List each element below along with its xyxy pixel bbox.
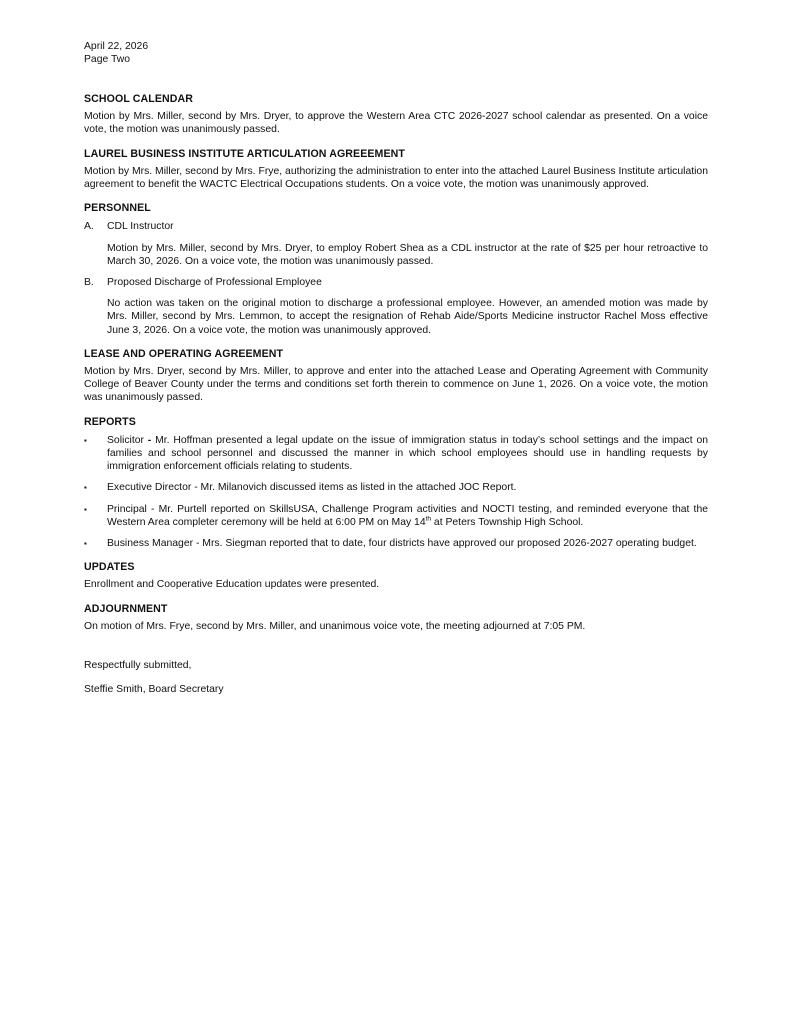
report-lead: Executive Director (107, 482, 192, 494)
report-text (107, 434, 708, 474)
document-page (84, 40, 708, 697)
item-heading: CDL Instructor (107, 221, 174, 233)
bullet-icon: ▪ (84, 483, 87, 493)
adjournment-text: On motion of Mrs. Frye, second by Mrs. Miller, and unanimous voice vote, the meeting adjourned at 7:05 PM. (84, 620, 586, 632)
report-text (107, 503, 708, 529)
report-body: Mr. Purtell reported on SkillsUSA, Challenge Program activities and NOCTI testing, and reminded everyone that the Western Area completer ceremony will be held at 6:00 PM on May 14 (107, 503, 709, 528)
item-heading: Proposed Discharge of Professional Employee (107, 277, 322, 289)
section-title-reports: REPORTS (84, 415, 136, 428)
item-letter: A. (84, 221, 94, 233)
updates-text: Enrollment and Cooperative Education updates were presented. (84, 579, 380, 591)
page-number: Page Two (84, 54, 131, 65)
report-lead: Principal (107, 503, 147, 515)
document-date: April 22, 2026 (84, 41, 149, 52)
bullet-icon: ▪ (84, 504, 87, 514)
report-item-principal (84, 503, 708, 529)
section-title-school-calendar: SCHOOL CALENDAR (84, 93, 194, 105)
item-letter: B. (84, 277, 94, 289)
section-title-lease: LEASE AND OPERATING AGREEMENT (84, 347, 284, 360)
report-body-end: at Peters Township High School. (431, 516, 584, 528)
school-calendar-text: Motion by Mrs. Miller, second by Mrs. Dryer, to approve the Western Area CTC 2026-2027 school calendar as presented. On a voice vote, the motion was unanimously passed. (84, 111, 708, 136)
report-text (107, 537, 708, 550)
personnel-item-b-text: No action was taken on the original motion to discharge a professional employee. However, an amended motion was made by Mrs. Miller, second by Mrs. Lemmon, to accept the resignation of Rehab Aide/Sports Medicine instructor Rachel Moss effective June 3, 2026. On a voice vote, the motion was unanimously approved. (107, 298, 708, 336)
bullet-icon: ▪ (84, 435, 87, 445)
report-text (107, 481, 708, 494)
report-body: Mr. Milanovich discussed items as listed in the attached JOC Report. (200, 482, 517, 494)
section-title-adjournment: ADJOURNMENT (84, 602, 168, 615)
closing-signer: Steffie Smith, Board Secretary (84, 684, 224, 696)
report-item-solicitor (84, 434, 708, 474)
lease-text: Motion by Mrs. Dryer, second by Mrs. Miller, to approve and enter into the attached Lease and Operating Agreement with Community College of Beaver County under the terms and conditions set forth therein to commence on June 1, 2026. On a voice vote, the motion was unanimously passed. (84, 366, 708, 404)
bullet-icon: ▪ (84, 539, 87, 549)
report-body: Mrs. Siegman reported that to date, four districts have approved our proposed 2026-2027 operating budget. (202, 538, 697, 550)
report-separator: - (143, 434, 156, 446)
report-lead: Business Manager (107, 538, 194, 550)
report-body: Mr. Hoffman presented a legal update on the issue of immigration status in today’s school settings and the impact on families and school personnel and discussed the manner in which school employees should use in handling requests by immigration enforcement officials relating to students. (107, 434, 709, 473)
report-separator: - (193, 538, 203, 550)
section-title-personnel: PERSONNEL (84, 202, 151, 215)
personnel-item-a (84, 220, 708, 233)
report-separator: - (146, 503, 159, 515)
report-item-business-manager (84, 537, 708, 550)
personnel-item-a-text: Motion by Mrs. Miller, second by Mrs. Dryer, to employ Robert Shea as a CDL instructor at the rate of $25 per hour retroactive to March 30, 2026. On a voice vote, the motion was unanimously passed. (107, 242, 708, 267)
laurel-agreement-text: Motion by Mrs. Miller, second by Mrs. Frye, authorizing the administration to enter into the attached Laurel Business Institute articulation agreement to benefit the WACTC Electrical Occupations students. On a voice vote, the motion was unanimously approved. (84, 165, 708, 191)
personnel-item-b (84, 276, 708, 289)
report-item-executive-director (84, 481, 708, 494)
section-title-updates: UPDATES (84, 561, 135, 574)
closing-salutation: Respectfully submitted, (84, 660, 192, 672)
section-title-laurel-agreement: LAUREL BUSINESS INSTITUTE ARTICULATION AGREEEMENT (84, 147, 405, 160)
ordinal-suffix: th (425, 515, 432, 523)
report-separator: - (191, 482, 201, 494)
report-lead: Solicitor (107, 434, 144, 446)
